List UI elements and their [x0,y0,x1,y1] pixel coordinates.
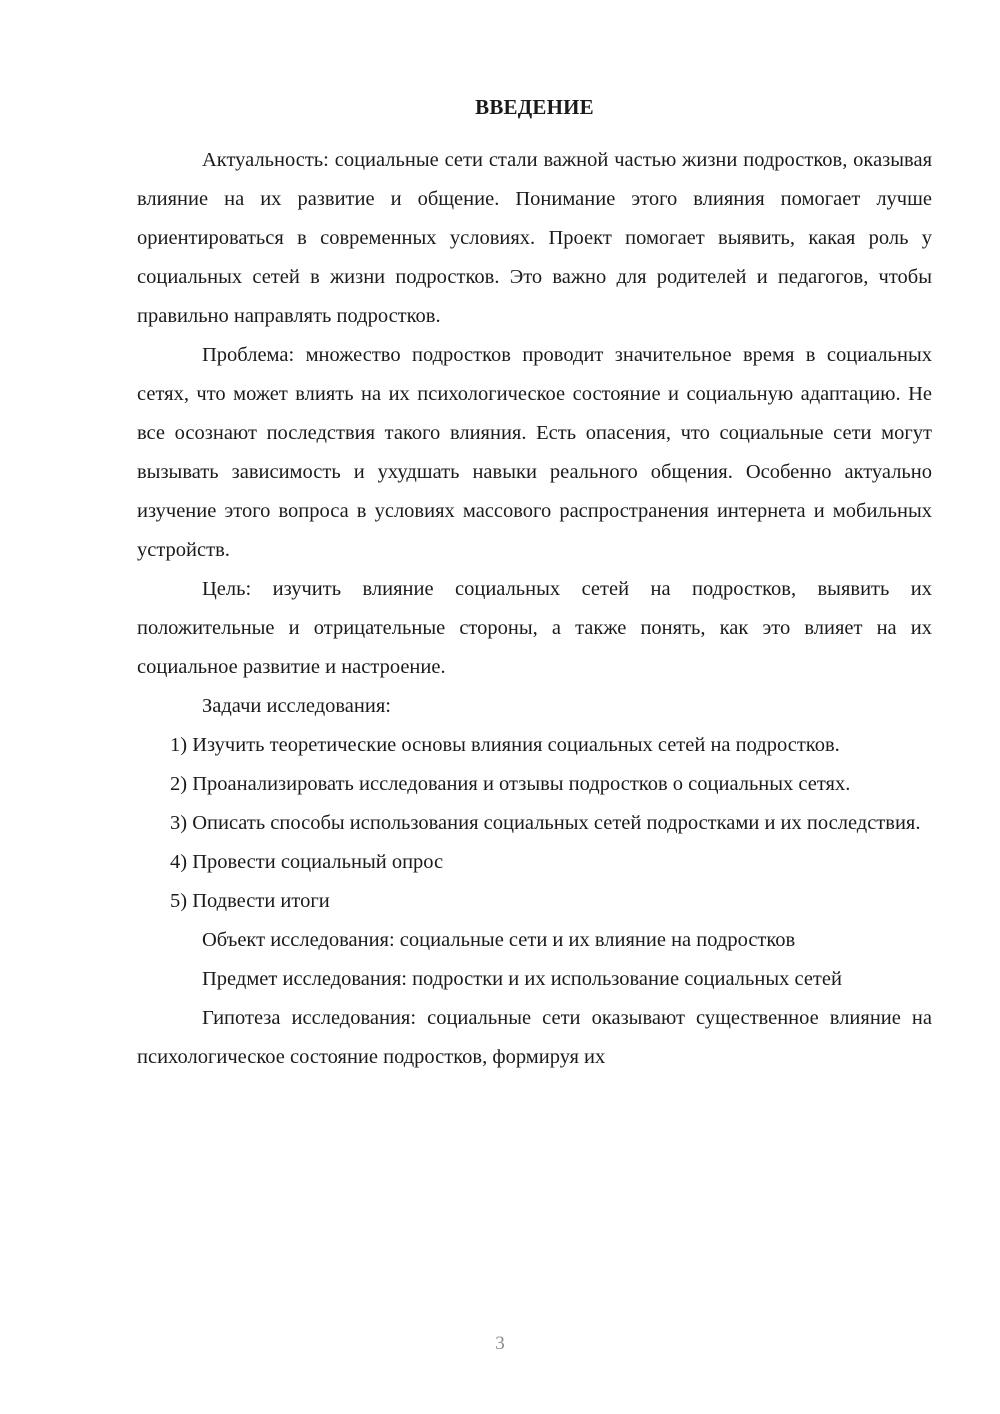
paragraph-gipoteza: Гипотеза исследования: социальные сети оказывают существенное влияние на психологическое состояние подростков, формируя их [137,1007,932,1068]
paragraph-cel: Цель: изучить влияние социальных сетей на подростков, выявить их положительные и отрицательные стороны, а также понять, как это влияет на их социальное развитие и настроение. [137,578,932,678]
paragraph-aktualnost: Актуальность: социальные сети стали важной частью жизни подростков, оказывая влияние на их развитие и общение. Понимание этого влияния помогает лучше ориентироваться в современных условиях. Проект помогает выявить, какая роль у социальных сетей в жизни подростков. Это важно для родителей и педагогов, чтобы правильно направлять подростков. [137,149,932,327]
paragraph-obyekt: Объект исследования: социальные сети и их влияние на подростков [202,929,796,951]
page-title: ВВЕДЕНИЕ [475,95,594,119]
page-number: 3 [495,1333,505,1354]
list-item-zadacha-5: 5) Подвести итоги [170,890,330,912]
list-item-zadacha-3: 3) Описать способы использования социальных сетей подростками и их последствия. [170,812,921,834]
list-item-zadacha-2: 2) Проанализировать исследования и отзывы подростков о социальных сетях. [170,773,851,795]
list-item-zadacha-1: 1) Изучить теоретические основы влияния социальных сетей на подростков. [170,734,840,756]
paragraph-zadachi-header: Задачи исследования: [202,695,391,717]
page-content [137,88,932,1077]
paragraph-predmet: Предмет исследования: подростки и их использование социальных сетей [202,968,842,990]
list-item-zadacha-4: 4) Провести социальный опрос [170,851,444,873]
paragraph-problema: Проблема: множество подростков проводит значительное время в социальных сетях, что может влиять на их психологическое состояние и социальную адаптацию. Не все осознают последствия такого влияния. Есть опасения, что социальные сети могут вызывать зависимость и ухудшать навыки реального общения. Особенно актуально изучение этого вопроса в условиях массового распространения интернета и мобильных устройств. [137,344,932,561]
